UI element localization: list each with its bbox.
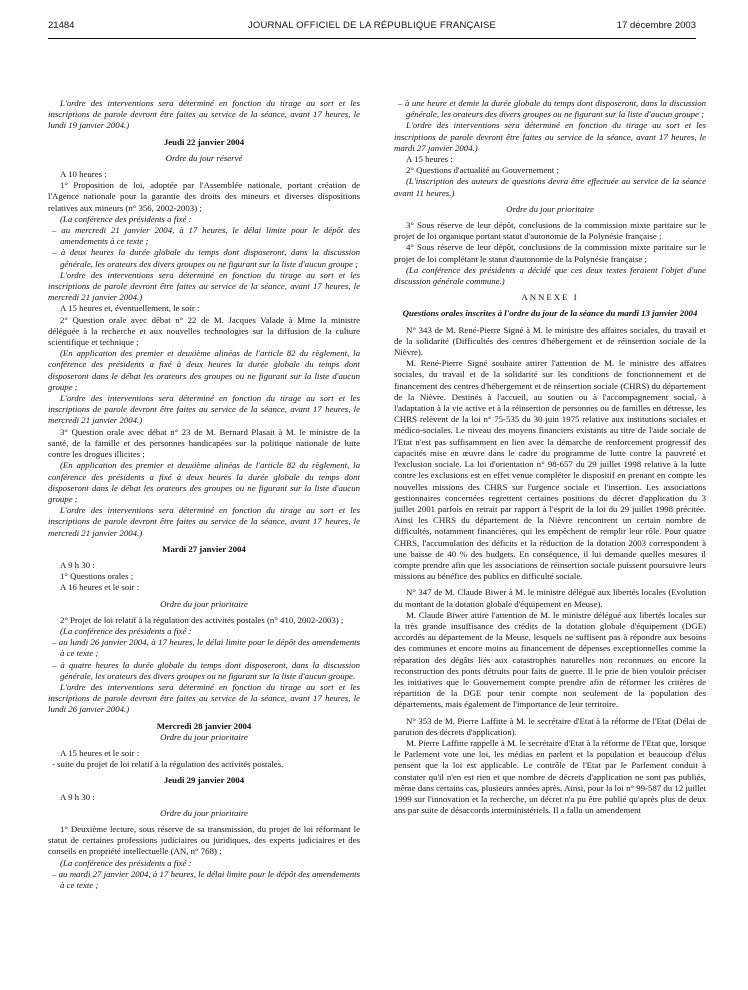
- annexe-title: Questions orales inscrites à l'ordre du jour de la séance du mardi 13 janvier 2004: [402, 308, 698, 319]
- agenda-subheading: Ordre du jour prioritaire: [160, 731, 248, 742]
- time-slot: A 9 h 30 :: [60, 791, 95, 802]
- intro-order-note: L'ordre des interventions sera déterminé en fonction du tirage au sort et les inscriptions de parole devront être faites au service de la séance, avant 17 heures, le lundi 19 janvier 2004.): [48, 98, 360, 131]
- section-heading-jeudi-29: Jeudi 29 janvier 2004: [163, 775, 245, 786]
- agenda-item: 1° Proposition de loi, adoptée par l'Assemblée nationale, portant création de l'Agence nationale pour la garantie des droits des mineurs et diverses dispositions relatives aux mineurs (n° 356, 2002-2003) ;: [48, 180, 360, 213]
- agenda-item: 4° Sous réserve de leur dépôt, conclusions de la commission mixte paritaire sur le projet de loi complétant le statut d'autonomie de la Polynésie française ;: [394, 242, 706, 264]
- section-heading-mardi-27: Mardi 27 janvier 2004: [162, 543, 246, 554]
- agenda-item: 2° Projet de loi relatif à la régulation des activités postales (n° 410, 2002-2003) ;: [60, 614, 344, 625]
- time-slot: A 15 heures et le soir :: [60, 747, 140, 758]
- issue-date: 17 décembre 2003: [616, 20, 696, 31]
- deadline-item: – au mercredi 21 janvier 2004, à 17 heures, le délai limite pour le dépôt des amendements à ce texte ;: [52, 225, 360, 247]
- question-body: M. Pierre Laffitte rappelle à M. le secrétaire d'Etat à la réforme de l'Etat que, lorsque le Parlement vote une loi, les médias en parlent et la population et beaucoup d'élus pensent que la loi est applicable. Le contrôle de l'Etat par le Parlement conduit à constater qu'il n'en est rien et que nombre de décrets d'application ne sont pas publiés, même dans certains cas, plusieurs années après. Ainsi, pour la loi n° 99-587 du 12 juillet 1999 sur l'innovation et la recherche, un décret n'a pu être publié qu'après plus de deux ans par suite de désaccords interministériels. Il a fallu un amendement: [394, 737, 706, 816]
- order-note: L'ordre des interventions sera déterminé en fonction du tirage au sort et les inscriptions de parole devront être faites au service de la séance, avant 17 heures, le mardi 27 janvier 2004.): [394, 120, 706, 153]
- agenda-subheading: Ordre du jour prioritaire: [160, 807, 248, 818]
- agenda-item: 1° Questions orales ;: [60, 571, 134, 582]
- conference-note: (La conférence des présidents a fixé :: [60, 857, 192, 868]
- conference-note: (La conférence des présidents a fixé :: [60, 625, 192, 636]
- deadline-item: – au mardi 27 janvier 2004, à 17 heures, le délai limite pour le dépôt des amendements à ce texte ;: [52, 868, 360, 890]
- agenda-item: - suite du projet de loi relatif à la régulation des activités postales.: [52, 759, 284, 770]
- inscription-note: (L'inscription des auteurs de questions devra être effectuée au service de la séance avant 11 heures.): [394, 176, 706, 198]
- agenda-subheading: Ordre du jour prioritaire: [160, 598, 248, 609]
- section-heading-mercredi-28: Mercredi 28 janvier 2004: [156, 720, 252, 731]
- order-note: L'ordre des interventions sera déterminé en fonction du tirage au sort et les inscriptions de parole devront être faites au service de la séance, avant 17 heures, le mercredi 21 janvier 2004.): [48, 505, 360, 538]
- annexe-heading: ANNEXE I: [521, 292, 579, 303]
- question-title: N° 347 de M. Claude Biwer à M. le ministre délégué aux libertés locales (Evolution du montant de la dotation globale d'équipement en Meuse).: [394, 587, 706, 609]
- application-note: (En application des premier et deuxième alinéas de l'article 82 du règlement, la conférence des présidents a fixé à deux heures la durée globale du temps dont disposeront dans le débat les orateurs des groupes ou ne figurant sur la liste d'aucun groupe ;: [48, 460, 360, 504]
- time-slot: A 15 heures :: [406, 154, 453, 165]
- order-note: L'ordre des interventions sera déterminé en fonction du tirage au sort et les inscriptions de parole devront être faites au service de la séance, avant 17 heures, le lundi 26 janvier 2004.): [48, 681, 360, 715]
- duration-item: – à une heure et demie la durée globale du temps dont disposeront, dans la discussion générale, les orateurs des divers groupes ou ne figurant sur la liste d'aucun groupe ;: [398, 98, 706, 120]
- application-note: (En application des premier et deuxième alinéas de l'article 82 du règlement, la conférence des présidents a fixé à deux heures la durée globale du temps dont disposeront dans le débat les orateurs des groupes ou ne figurant sur la liste d'aucun groupe ;: [48, 348, 360, 392]
- journal-title: JOURNAL OFFICIEL DE LA RÉPUBLIQUE FRANÇAISE: [247, 20, 497, 31]
- duration-item: – à deux heures la durée globale du temps dont disposeront, dans la discussion générale, les orateurs des divers groupes ou ne figurant sur la liste d'aucun groupe ;: [52, 247, 360, 269]
- agenda-subheading: Ordre du jour prioritaire: [506, 203, 594, 214]
- time-slot: A 10 heures :: [60, 169, 107, 180]
- agenda-item: 2° Question orale avec débat n° 22 de M. Jacques Valade à Mme la ministre déléguée à la recherche et aux nouvelles technologies sur la diffusion de la culture scientifique et technique ;: [48, 314, 360, 348]
- agenda-item: 1° Deuxième lecture, sous réserve de sa transmission, du projet de loi réformant le statut de certaines professions judiciaires ou juridiques, des experts judiciaires et des conseils en propriété intellectuelle (AN, n° 768) ;: [48, 823, 360, 857]
- conference-decision-note: (La conférence des présidents a décidé que ces deux textes feraient l'objet d'une discussion générale commune.): [394, 264, 706, 287]
- right-column: [394, 98, 706, 816]
- deadline-item: – au lundi 26 janvier 2004, à 17 heures, le délai limite pour le dépôt des amendements à ce texte ;: [52, 637, 360, 659]
- agenda-item: 3° Question orale avec débat n° 23 de M. Bernard Plasait à M. le ministre de la santé, de la famille et des personnes handicapées sur la politique nationale de lutte contre les drogues illicites ;: [48, 426, 360, 460]
- header-rule: [48, 38, 696, 39]
- agenda-item: 2° Questions d'actualité au Gouvernement ;: [406, 165, 559, 176]
- agenda-subheading: Ordre du jour réservé: [165, 152, 243, 163]
- page-number: 21484: [48, 20, 75, 31]
- time-slot: A 16 heures et le soir :: [60, 582, 140, 593]
- conference-note: (La conférence des présidents a fixé :: [60, 213, 192, 224]
- question-body: M. Claude Biwer attire l'attention de M. le ministre délégué aux libertés locales sur la très grande insuffisance des crédits de la dotation globale d'équipement (DGE) accordés au département de la Meuse, lesquels ne suffisent pas à répondre aux besoins des communes et encore moins au financement de dépenses exceptionnelles comme la réparation des dégâts liés aux catastrophes naturelles non reconnues ou encore la reconstruction des ponts détruits pour faits de guerre. Il le prie de bien vouloir préciser les initiatives que le Gouvernement compte prendre afin de réformer les critères de répartition de la DGE pour tenir compte non seulement de la population des départements, mais également de l'importance de leur territoire.: [394, 609, 706, 710]
- section-heading-jeudi-22: Jeudi 22 janvier 2004: [163, 136, 245, 147]
- question-title: N° 343 de M. René-Pierre Signé à M. le ministre des affaires sociales, du travail et de la solidarité (Difficultés des centres d'hébergement et de réinsertion sociale de la Nièvre).: [394, 324, 706, 358]
- left-column: [48, 98, 360, 891]
- time-slot: A 15 heures et, éventuellement, le soir :: [60, 303, 200, 314]
- question-title: N° 353 de M. Pierre Laffitte à M. le secrétaire d'Etat à la réforme de l'Etat (Délai de parution des décrets d'application).: [394, 715, 706, 737]
- question-body: M. René-Pierre Signé souhaite attirer l'attention de M. le ministre des affaires sociales, du travail et de la solidarité sur les conditions de fonctionnement et de financement des centres d'hébergement et de réinsertion sociale (CHRS) du département de la Nièvre. Destinés à l'accueil, au soutien ou à l'accompagnement social, à l'adaptation à la vie active et à la réinsertion de personnes ou de familles en détresse, les CHRS relèvent de la loi n° 75-535 du 30 juin 1975 relative aux institutions sociales et médico-sociales. Le niveau des moyens financiers existants au titre de l'aide sociale de l'Etat n'est pas suffisamment en lien avec la démarche de renforcement progressif des capacités mise en œuvre dans le cadre du programme de lutte contre la pauvreté et l'exclusion sociale. La loi d'orientation n° 98-657 du 29 juillet 1998 relative à la lutte contre les exclusions est en effet venue compléter le dispositif en prenant en compte les nouvelles missions des CHRS sur l'urgence sociale et l'insertion. Les associations gestionnaires concernées regrettent certaines positions du décret d'application du 3 juillet 2001 parfois en retrait par rapport à l'esprit de la loi du 29 juillet 1998 précitée. Ainsi les CHRS du département de la Nièvre rencontrent un certain nombre de difficultés, notamment financières, qui les empêchent de remplir leur rôle. Pour quatre CHRS, l'accumulation des déficits et la réduction de la dotation 2003 correspondent à une baisse de 40 % des budgets. En conséquence, il lui demande quelles mesures il compte prendre afin que les associations de réinsertion sociale puissent poursuivre leurs missions au bénéfice des publics en difficulté sociale.: [394, 358, 706, 582]
- time-slot: A 9 h 30 :: [60, 559, 95, 570]
- page-header: [48, 20, 696, 34]
- duration-item: – à quatre heures la durée globale du temps dont disposeront, dans la discussion générale, les orateurs des divers groupes ou ne figurant sur la liste d'aucun groupe.: [52, 659, 360, 681]
- order-note: L'ordre des interventions sera déterminé en fonction du tirage au sort et les inscriptions de parole devront être faites au service de la séance, avant 17 heures, le mercredi 21 janvier 2004.): [48, 269, 360, 303]
- order-note: L'ordre des interventions sera déterminé en fonction du tirage au sort et les inscriptions de parole devront être faites au service de la séance, avant 17 heures, le mercredi 21 janvier 2004.): [48, 393, 360, 426]
- agenda-item: 3° Sous réserve de leur dépôt, conclusions de la commission mixte paritaire sur le projet de loi organique portant statut d'autonomie de la Polynésie française ;: [394, 220, 706, 242]
